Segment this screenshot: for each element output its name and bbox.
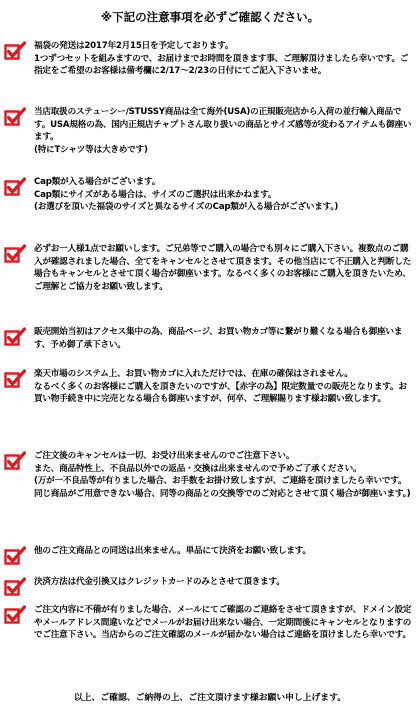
closing-message: 以上、ご確認、ご納得の上、ご注文頂けます様お願い申し上げます。 [73,693,346,703]
notice-item-stussy [34,106,412,156]
notice-text: 決済方法は代金引換又はクレジットカードのみとさせて頂きます。 [34,577,285,587]
notice-item-access [34,326,412,351]
checkbox-check-icon [4,244,26,264]
notice-text: 福袋の発送は2017年2月15日を予定しております。 1つずつセットを組みますので、お届けまでお時間を頂きます事、ご理解頂けましたら幸いです。ご指定をご希望のお客様は備考欄に2/17〜2/23の日付にてご記入下さいませ。 [34,41,409,77]
notice-item-one-per-person [34,243,412,293]
notice-item-shipping [34,40,412,78]
checkbox-check-icon [4,605,26,625]
notice-text: 販売開始当初はアクセス集中の為、商品ページ、お買い物カゴ等に繋がり難くなる場合も御座います、予め御了承下さい。 [34,327,403,350]
checkbox-check-icon [4,546,26,566]
notice-item-cancel [34,450,412,500]
notice-item-email [34,604,412,642]
checkbox-check-icon [4,177,26,197]
notice-text: 必ずお一人様1点でお願いします。ご兄弟等でご購入の場合でも別々にご購入下さい。複数点のご購入が確認されました場合、全てをキャンセルとさせて頂きます。その他当店にて不正購入と判断した場合もキャンセルとさせて頂く場合が御座います。なるべく多くのお客様にご購入を頂きたいため、ご理解とご協力をお願い致します。 [34,244,412,292]
checkbox-check-icon [4,577,26,597]
notice-text: 楽天市場のシステム上、お買い物カゴに入れただけでは、在庫の確保はされません。 なるべく多くのお客様にご購入を頂きたいのですが、【赤字の為】限定数量での販売となります。お買い物手続き中に完売となる場合も御座いますが、何卒、ご理解賜ります様お願い致します。 [34,369,407,405]
notice-text: Cap類が入る場合がございます。 Cap類にサイズがある場合は、サイズのご選択は出来かねます。 (お選びを頂いた福袋のサイズと異なるサイズのCap類が入る場合がございます。) [34,177,339,213]
checkbox-check-icon [4,369,26,389]
page-title: ※下記の注意事項を必ずご確認ください。 [100,10,320,24]
notice-text: ご注文後のキャンセルは一切、お受け出来ませんのでご注意下さい。 また、商品特性上、不良品以外での返品・交換は出来ませんので予めご了承ください。 (万が一不良品等が有りました場合、お手数をお掛け致しますが、ご連絡を頂けましたら幸いです。同じ商品がご用意できない場合、同等の商品との交換等でのご対応とさせて頂く場合が御座います。) [34,451,411,499]
notice-item-payment [34,576,412,589]
checkbox-check-icon [4,451,26,471]
notice-item-cap [34,176,412,214]
notice-item-same-shipping [34,545,412,558]
notice-text: 当店取扱のステューシー/STUSSY商品は全て海外(USA)の正規販売店から入荷の並行輸入商品です。USA規格の為、国内正規店チャプトさん取り扱いの商品とサイズ感等が変わるアイテムも御座います。 (特にTシャツ等は大きめです) [34,107,412,155]
checkbox-check-icon [4,41,26,61]
checkbox-check-icon [4,107,26,127]
notice-text: 他のご注文商品との同送は出来ません。単品にて決済をお願い致します。 [34,546,311,556]
notice-item-stock [34,368,412,406]
notice-text: ご注文内容に不備が有りました場合、メールにてご確認のご連絡をさせて頂きますが、ドメイン設定やメールアドレス間違いなどでメールがお届け出来ない場合、一定期間後にキャンセルとなりますのでご注意下さい。当店からのご注文確認のメールが届かない場合はご連絡を頂けましたら幸いです。 [34,605,412,641]
checkbox-check-icon [4,327,26,347]
